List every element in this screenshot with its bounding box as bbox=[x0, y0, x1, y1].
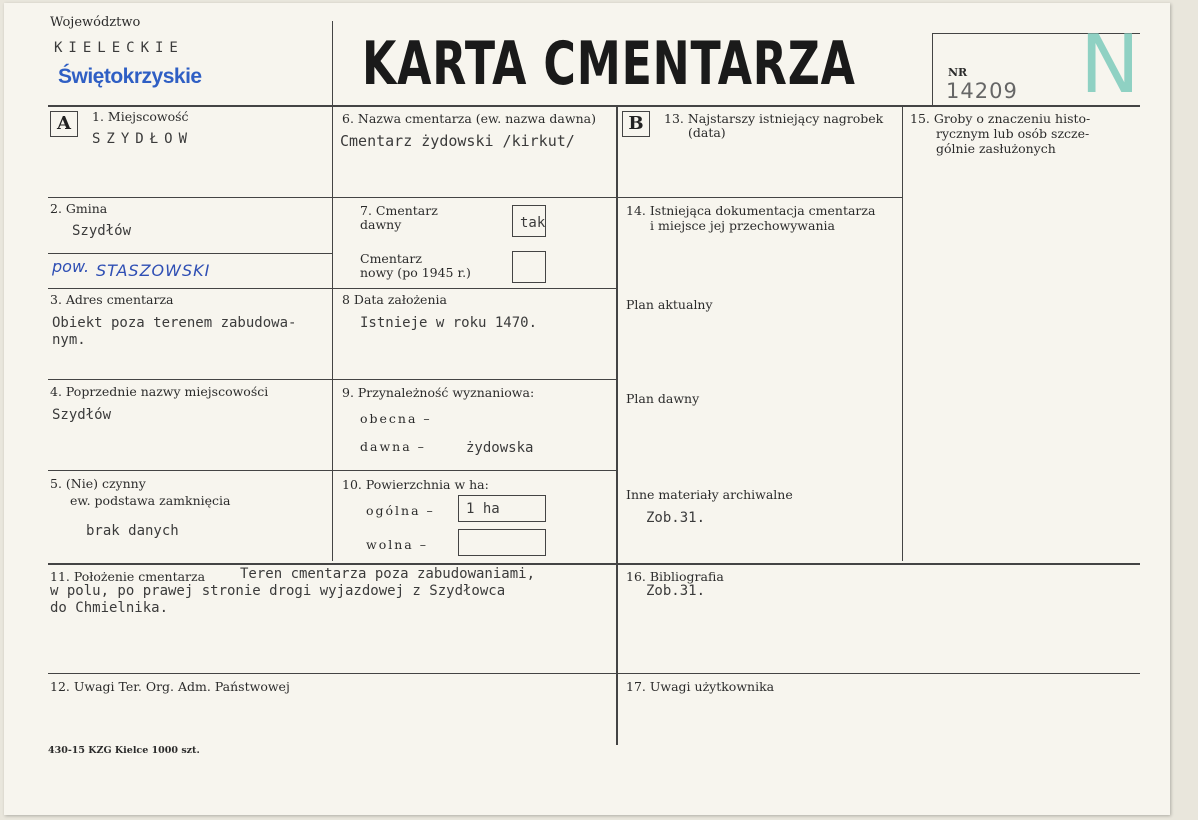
field-2-label: 2. Gmina bbox=[50, 201, 108, 216]
new-cemetery-checkbox bbox=[512, 251, 546, 283]
section-b-label: B bbox=[622, 111, 650, 137]
voivodeship-label: Województwo bbox=[50, 15, 141, 30]
field-7-label-old: dawny bbox=[360, 217, 402, 232]
field-11-value-1: Teren cmentarza poza zabudowaniami, bbox=[240, 566, 536, 582]
field-9-label: 9. Przynależność wyznaniowa: bbox=[342, 385, 535, 400]
other-materials-value: Zob.31. bbox=[646, 510, 706, 526]
field-14-label-2: i miejsce jej przechowywania bbox=[650, 218, 835, 233]
field-3-value-1: Obiekt poza terenem zabudowa- bbox=[52, 315, 297, 331]
section-a-label: A bbox=[50, 111, 78, 137]
area-free-box bbox=[458, 529, 546, 556]
field-1-value: SZYDŁOW bbox=[92, 131, 194, 147]
field-11-value-2: w polu, po prawej stronie drogi wyjazdowej z Szydłowca bbox=[50, 583, 506, 599]
field-13-label: 13. Najstarszy istniejący nagrobek bbox=[664, 111, 884, 126]
field-11-label: 11. Położenie cmentarza bbox=[50, 569, 206, 584]
plan-old-label: Plan dawny bbox=[626, 391, 700, 406]
field-13-label-date: (data) bbox=[688, 125, 726, 140]
field-10-label: 10. Powierzchnia w ha: bbox=[342, 477, 489, 492]
field-12-label: 12. Uwagi Ter. Org. Adm. Państwowej bbox=[50, 679, 290, 694]
field-15-label-2: rycznym lub osób szcze- bbox=[936, 126, 1090, 141]
field-15-label-1: 15. Groby o znaczeniu histo- bbox=[910, 111, 1091, 126]
field-1-label: 1. Miejscowość bbox=[92, 109, 189, 124]
field-3-value-2: nym. bbox=[52, 332, 86, 348]
field-5-value: brak danych bbox=[86, 523, 179, 539]
old-cemetery-value: tak bbox=[520, 215, 546, 231]
field-11-value-3: do Chmielnika. bbox=[50, 600, 169, 616]
voivodeship-typed: KIELECKIE bbox=[54, 40, 184, 56]
nr-label: NR bbox=[948, 66, 968, 79]
field-4-label: 4. Poprzednie nazwy miejscowości bbox=[50, 384, 269, 399]
field-6-value: Cmentarz żydowski /kirkut/ bbox=[340, 132, 575, 150]
field-7-label-new-1: Cmentarz bbox=[360, 251, 422, 266]
field-15-label-3: gólnie zasłużonych bbox=[936, 141, 1056, 156]
card-title: KARTA CMENTARZA bbox=[362, 29, 856, 99]
field-17-label: 17. Uwagi użytkownika bbox=[626, 679, 775, 694]
cemetery-card bbox=[4, 3, 1170, 815]
field-8-label: 8 Data założenia bbox=[342, 292, 447, 307]
other-materials-label: Inne materiały archiwalne bbox=[626, 487, 793, 502]
area-total-label: ogólna – bbox=[366, 503, 435, 518]
county-prefix: pow. bbox=[52, 257, 90, 276]
field-4-value: Szydłów bbox=[52, 407, 112, 423]
field-5-label-1: 5. (Nie) czynny bbox=[50, 476, 146, 491]
county-value: STASZOWSKI bbox=[96, 261, 211, 280]
field-5-label-2: ew. podstawa zamknięcia bbox=[70, 493, 231, 508]
field-7-label: 7. Cmentarz bbox=[360, 203, 438, 218]
print-info: 430-15 KZG Kielce 1000 szt. bbox=[48, 745, 200, 756]
field-16-label: 16. Bibliografia bbox=[626, 569, 724, 584]
plan-current-label: Plan aktualny bbox=[626, 297, 713, 312]
area-total-value: 1 ha bbox=[466, 501, 500, 517]
field-8-value: Istnieje w roku 1470. bbox=[360, 315, 538, 331]
area-free-label: wolna – bbox=[366, 537, 428, 552]
nr-mark: N bbox=[1080, 18, 1140, 111]
voivodeship-stamp: Świętokrzyskie bbox=[58, 65, 202, 88]
field-7-label-new-2: nowy (po 1945 r.) bbox=[360, 265, 471, 280]
religion-former-label: dawna – bbox=[360, 439, 426, 454]
religion-former-value: żydowska bbox=[466, 440, 534, 456]
religion-current-label: obecna – bbox=[360, 411, 432, 426]
nr-value: 14209 bbox=[946, 79, 1018, 103]
field-3-label: 3. Adres cmentarza bbox=[50, 292, 174, 307]
field-14-label-1: 14. Istniejąca dokumentacja cmentarza bbox=[626, 203, 876, 218]
field-2-value: Szydłów bbox=[72, 223, 132, 239]
field-6-label: 6. Nazwa cmentarza (ew. nazwa dawna) bbox=[342, 111, 596, 126]
field-16-value: Zob.31. bbox=[646, 583, 706, 599]
